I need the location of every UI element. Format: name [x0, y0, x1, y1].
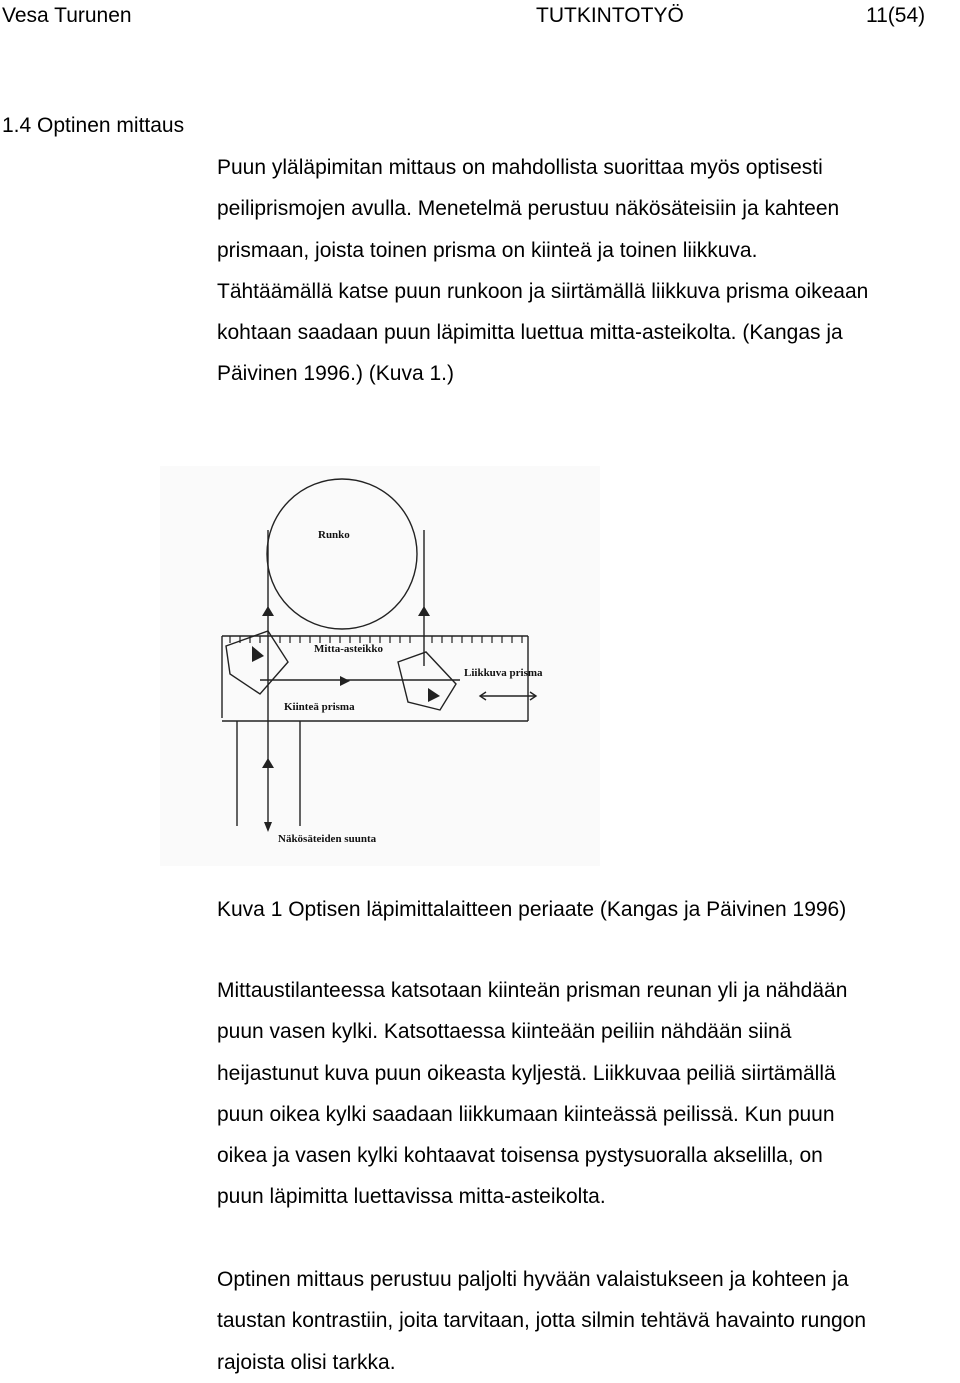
paragraph-line: puun läpimitta luettavissa mitta-asteikolta. [217, 1185, 606, 1209]
figure-diagram [160, 466, 600, 866]
paragraph-line: Päivinen 1996.) (Kuva 1.) [217, 362, 454, 386]
paragraph-intro [217, 147, 957, 395]
paragraph-line: kohtaan saadaan puun läpimitta luettua mitta-asteikolta. (Kangas ja [217, 321, 843, 345]
paragraph-line: peiliprismojen avulla. Menetelmä perustuu näkösäteisiin ja kahteen [217, 197, 840, 221]
figure-optical-caliper [160, 466, 600, 866]
label-fixed-prism: Kiinteä prisma [284, 701, 355, 713]
paragraph-line: puun vasen kylki. Katsottaessa kiinteään peiliin nähdään siinä [217, 1020, 792, 1044]
header-doc-type: TUTKINTOTYÖ [536, 4, 684, 27]
paragraph-line: Puun yläläpimitan mittaus on mahdollista suorittaa myös optisesti [217, 156, 823, 179]
label-moving-prism: Liikkuva prisma [464, 667, 543, 679]
paragraph-measurement [217, 970, 957, 1218]
header-page-number: 11(54) [866, 4, 926, 27]
label-trunk: Runko [318, 529, 350, 541]
paragraph-line: Mittaustilanteessa katsotaan kiinteän prisman reunan yli ja nähdään [217, 979, 848, 1002]
paragraph-lighting [217, 1259, 957, 1383]
header-author: Vesa Turunen [2, 4, 132, 27]
figure-caption: Kuva 1 Optisen läpimittalaitteen periaate (Kangas ja Päivinen 1996) [217, 898, 847, 921]
paragraph-line: heijastunut kuva puun oikeasta kyljestä. Liikkuvaa peiliä siirtämällä [217, 1061, 836, 1085]
paragraph-line: rajoista olisi tarkka. [217, 1350, 396, 1374]
paragraph-line: Tähtäämällä katse puun runkoon ja siirtämällä liikkuva prisma oikeaan [217, 279, 869, 303]
paragraph-line: Optinen mittaus perustuu paljolti hyvään valaistukseen ja kohteen ja [217, 1268, 849, 1291]
paragraph-line: puun oikea kylki saadaan liikkumaan kiinteässä peilissä. Kun puun [217, 1102, 835, 1126]
paragraph-line: prismaan, joista toinen prisma on kiinteä ja toinen liikkuva. [217, 238, 758, 262]
section-title: 1.4 Optinen mittaus [2, 114, 185, 137]
label-sight-direction: Näkösäteiden suunta [278, 833, 377, 845]
label-scale: Mitta-asteikko [314, 643, 384, 655]
paragraph-line: taustan kontrastiin, joita tarvitaan, jotta silmin tehtävä havainto rungon [217, 1309, 867, 1333]
paragraph-line: oikea ja vasen kylki kohtaavat toisensa pystysuoralla akselilla, on [217, 1144, 823, 1168]
